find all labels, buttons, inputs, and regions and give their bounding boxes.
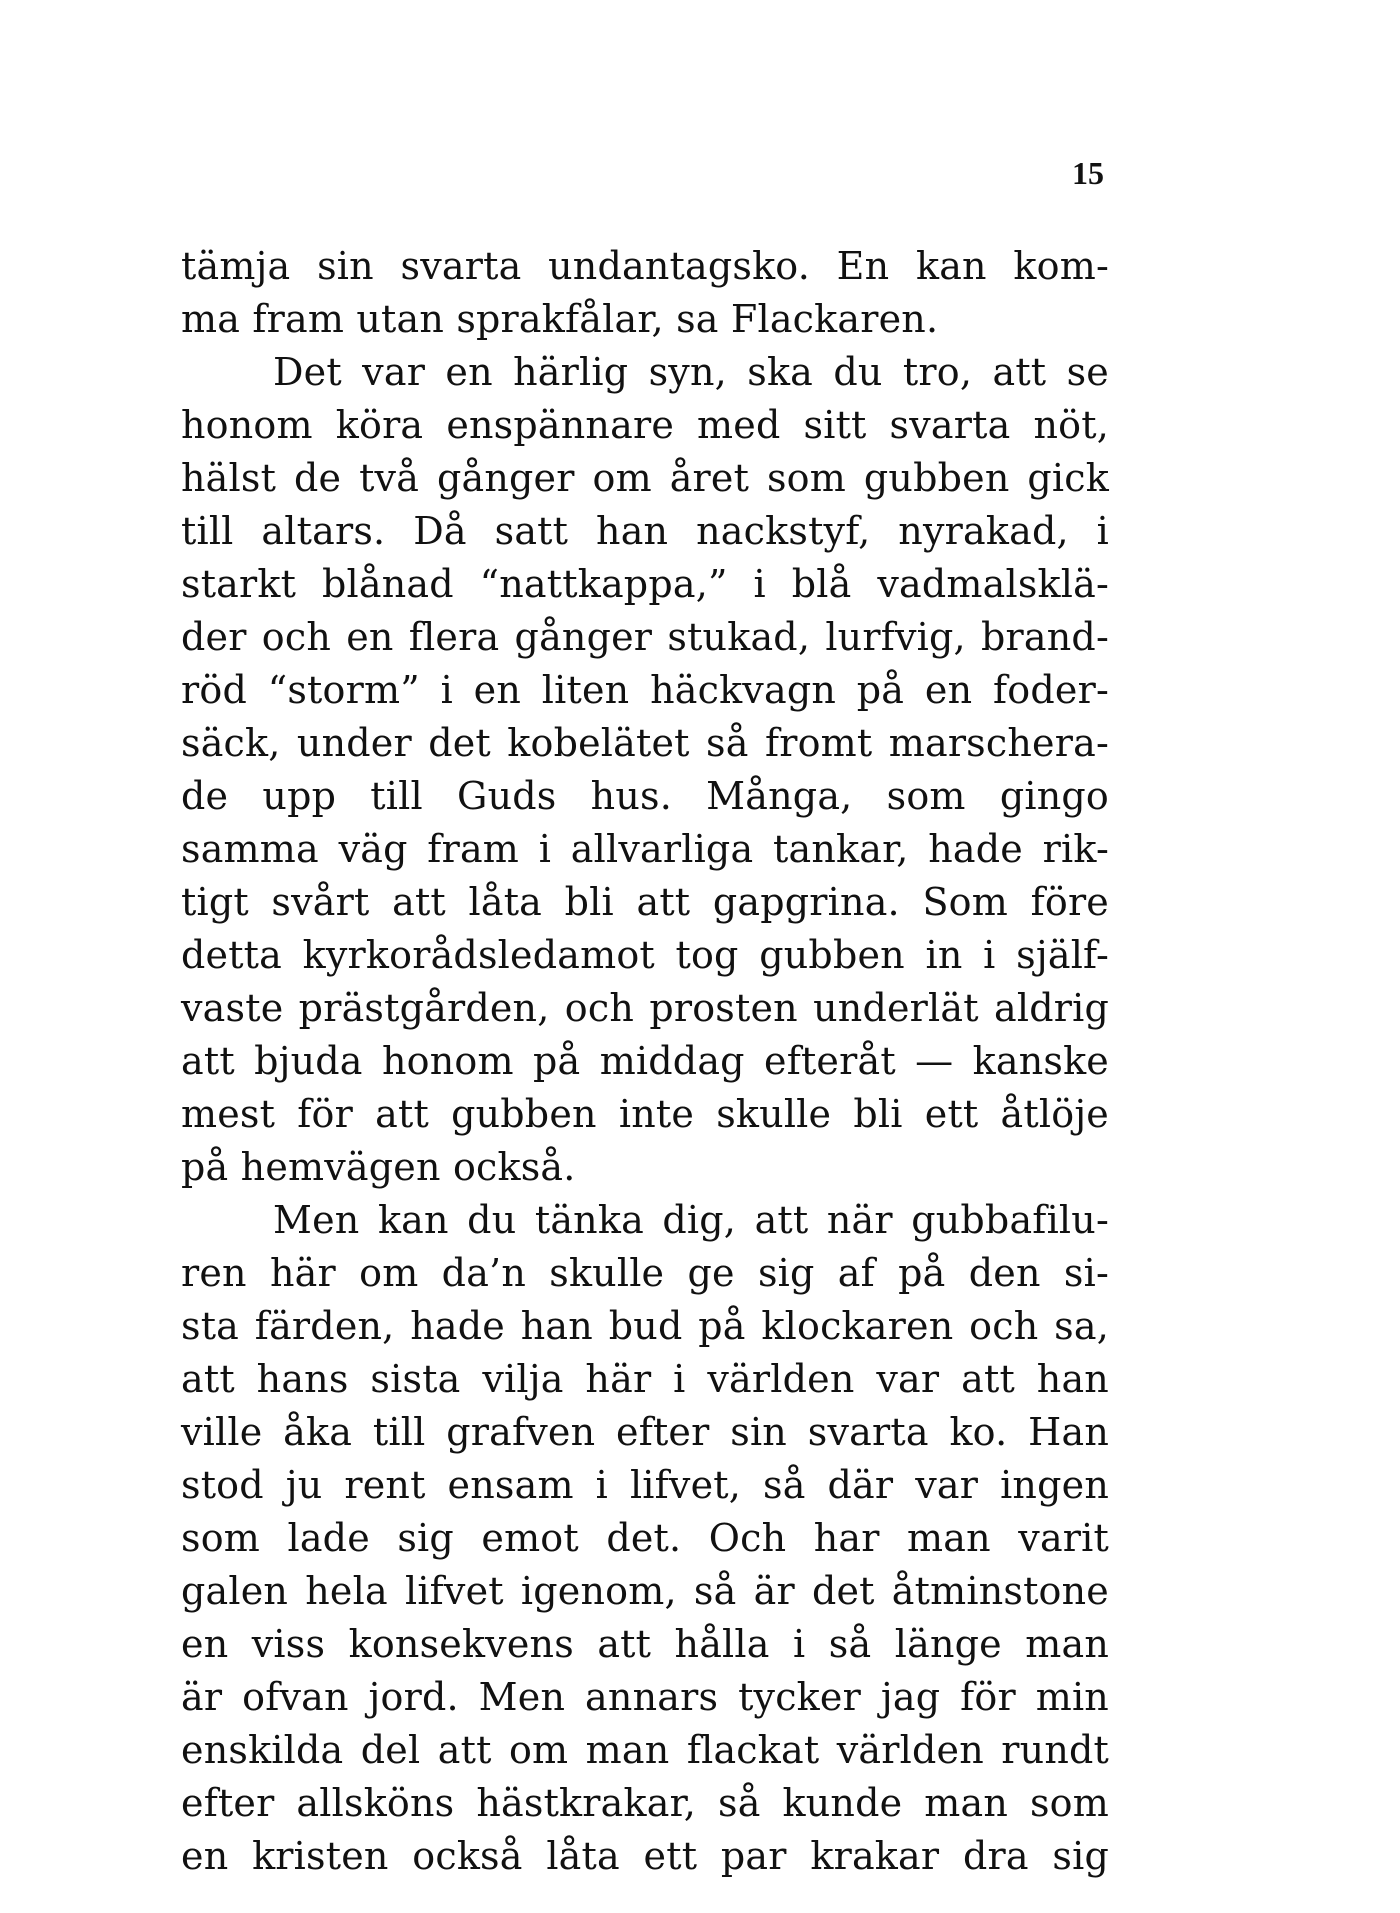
- text-line: tämja sin svarta undantagsko. En kan kom-: [181, 244, 1109, 288]
- text-line: på hemvägen också.: [181, 1145, 576, 1189]
- text-line: galen hela lifvet igenom, så är det åtminstone: [181, 1569, 1109, 1613]
- text-line: sta färden, hade han bud på klockaren och sa,: [181, 1304, 1109, 1348]
- text-line: starkt blånad “nattkappa,” i blå vadmalsklä-: [181, 562, 1109, 606]
- text-line: röd “storm” i en liten häckvagn på en foder-: [181, 668, 1109, 712]
- text-line: säck, under det kobelätet så fromt marschera-: [181, 721, 1109, 765]
- text-line: enskilda del att om man flackat världen rundt: [181, 1728, 1109, 1772]
- paragraph: [181, 1194, 1109, 1883]
- text-line: vaste prästgården, och prosten underlät aldrig: [181, 986, 1109, 1030]
- page-number: 15: [1072, 155, 1104, 191]
- text-line: till altars. Då satt han nackstyf, nyrakad, i: [181, 509, 1109, 553]
- text-line: tigt svårt att låta bli att gapgrina. Som före: [181, 880, 1109, 924]
- text-line: honom köra enspännare med sitt svarta nöt,: [181, 403, 1109, 447]
- text-line: ville åka till grafven efter sin svarta ko. Han: [181, 1410, 1109, 1454]
- text-line: en kristen också låta ett par krakar dra sig: [181, 1834, 1109, 1878]
- text-line: ma fram utan sprakfålar, sa Flackaren.: [181, 297, 939, 341]
- text-line: att hans sista vilja här i världen var att han: [181, 1357, 1109, 1401]
- text-line: som lade sig emot det. Och har man varit: [181, 1516, 1109, 1560]
- text-line: de upp till Guds hus. Många, som gingo: [181, 774, 1109, 818]
- text-line: Det var en härlig syn, ska du tro, att se: [273, 350, 1109, 394]
- text-line: är ofvan jord. Men annars tycker jag för min: [181, 1675, 1109, 1719]
- text-line: stod ju rent ensam i lifvet, så där var ingen: [181, 1463, 1109, 1507]
- text-line: detta kyrkorådsledamot tog gubben in i själf-: [181, 933, 1109, 977]
- paragraph: [181, 346, 1109, 1194]
- text-line: mest för att gubben inte skulle bli ett åtlöje: [181, 1092, 1109, 1136]
- text-line: der och en flera gånger stukad, lurfvig, brand-: [181, 615, 1109, 659]
- text-line: att bjuda honom på middag efteråt — kanske: [181, 1039, 1109, 1083]
- body-text: [181, 240, 1109, 1883]
- text-line: en viss konsekvens att hålla i så länge man: [181, 1622, 1109, 1666]
- text-line: hälst de två gånger om året som gubben gick: [181, 456, 1109, 500]
- text-line: Men kan du tänka dig, att när gubbafilu-: [273, 1198, 1109, 1242]
- paragraph: [181, 240, 1109, 346]
- text-line: efter allsköns hästkrakar, så kunde man som: [181, 1781, 1109, 1825]
- text-line: samma väg fram i allvarliga tankar, hade rik-: [181, 827, 1109, 871]
- text-line: ren här om da’n skulle ge sig af på den si-: [181, 1251, 1109, 1295]
